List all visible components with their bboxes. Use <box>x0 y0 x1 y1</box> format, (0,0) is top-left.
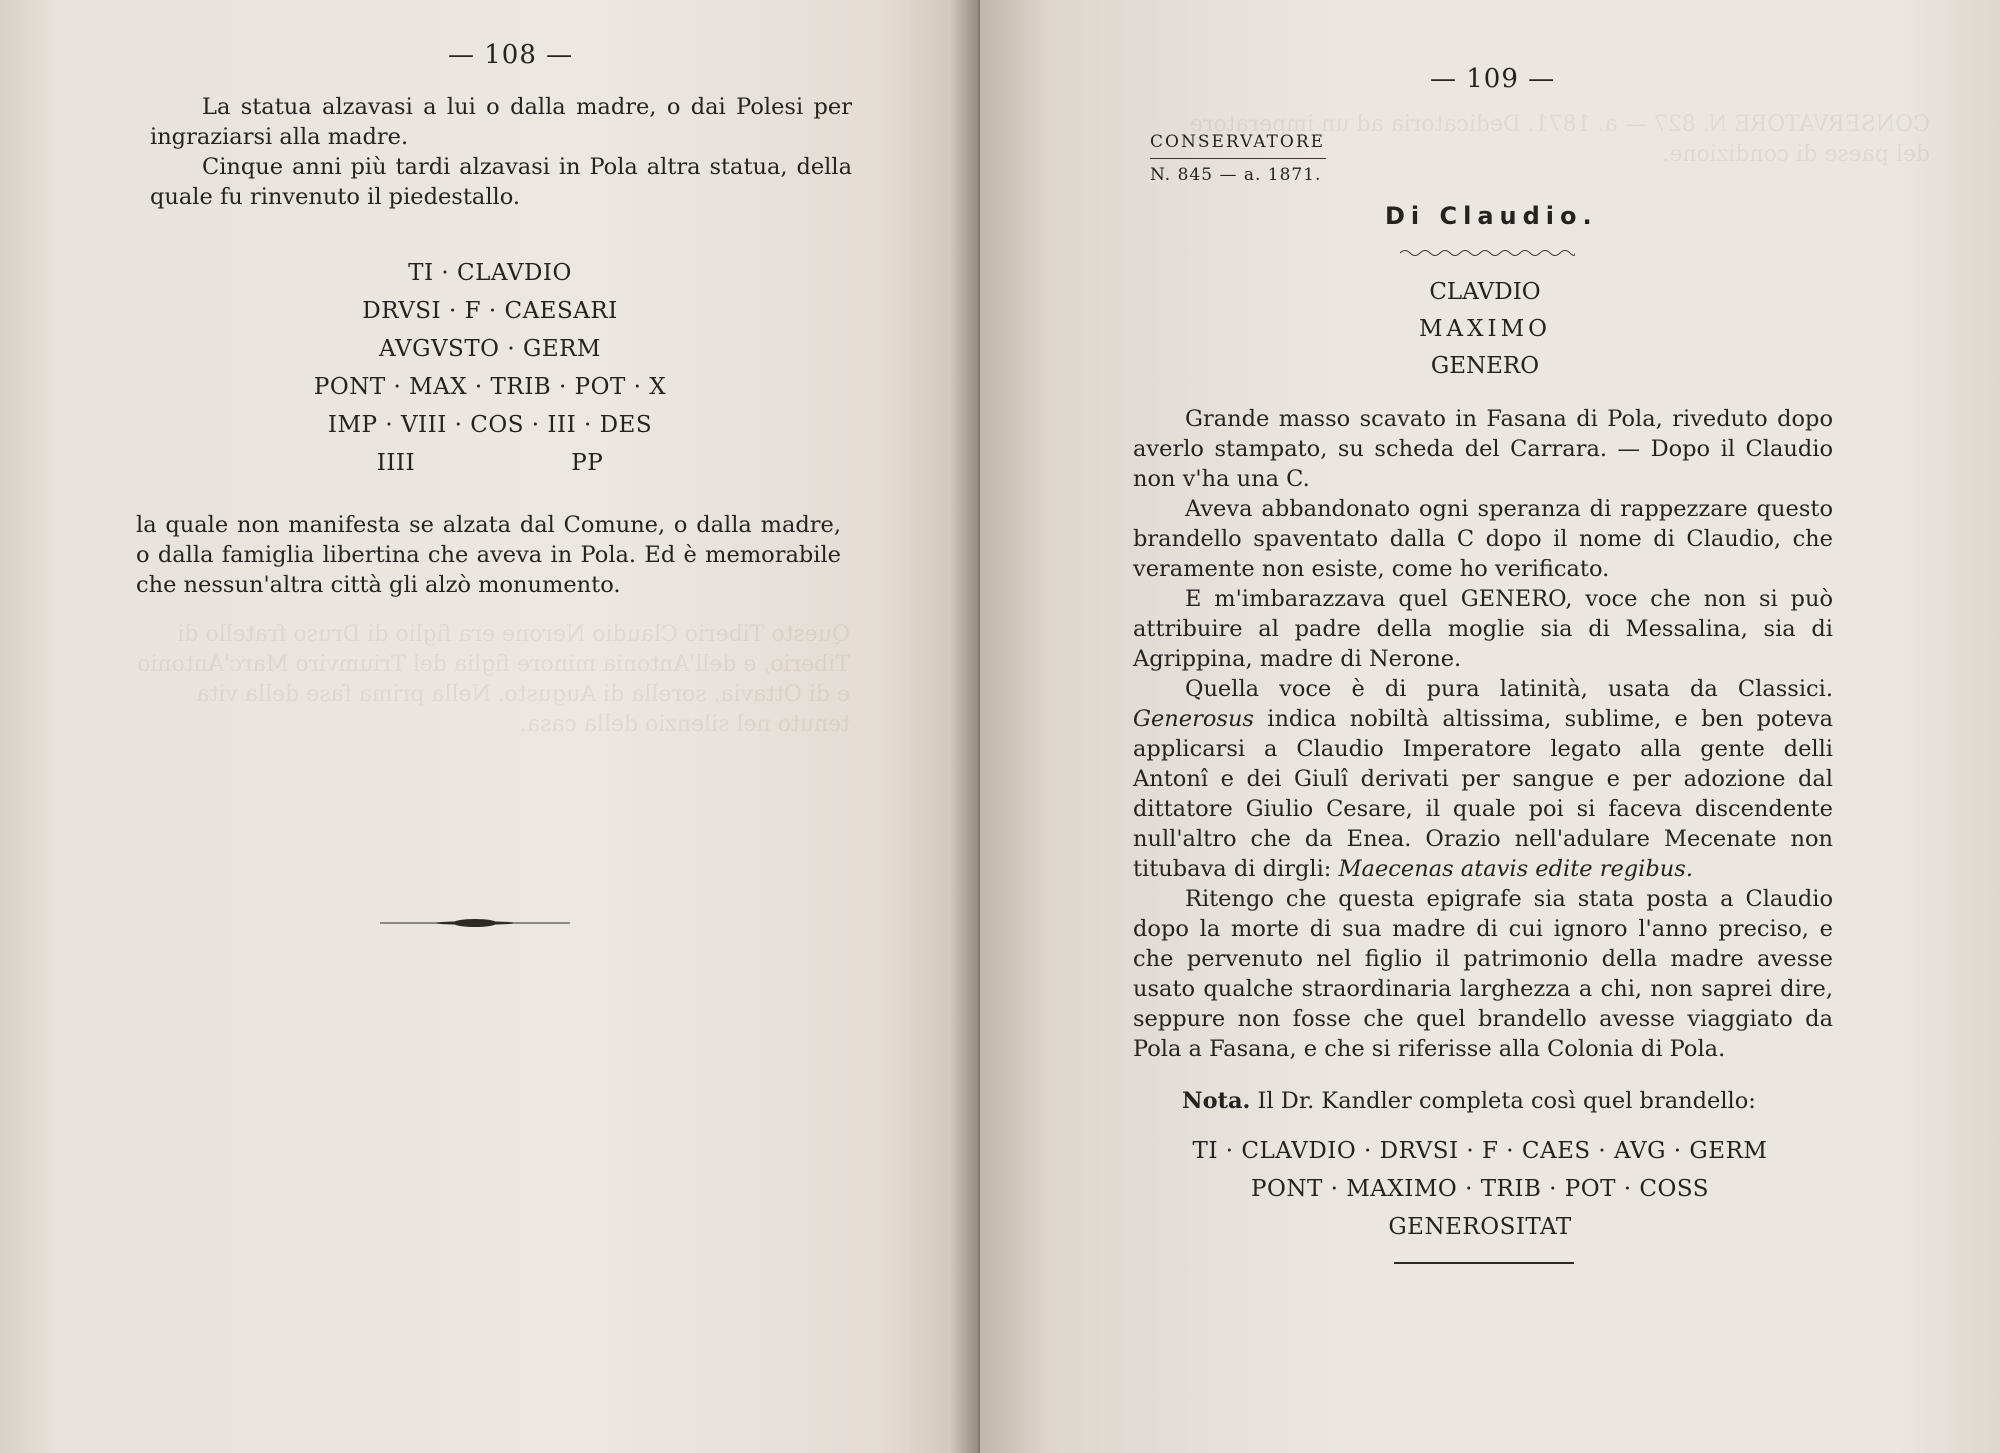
p4-text-1: Quella voce è di pura latinità, usata da Classici. <box>1185 676 1833 702</box>
intro-paragraph-1: La statua alzavasi a lui o dalla madre, o dai Polesi per ingraziarsi alla madre. <box>150 94 852 150</box>
p4-text-2: indica nobiltà altissima, sublime, e ben poteva applicarsi a Claudio Imperatore legato alla gente delli Antonî e dei Giulî derivati per sangue e per adozione dal dittatore Giulio Cesare, il quale poi si faceva discendente null'altro che da Enea. Orazio nell'adulare Mecenate non titubava di dirgli: <box>1133 706 1834 882</box>
epigraph-line: MAXIMO <box>1418 316 1552 342</box>
inscription-line: IMP · VIII · COS · III · DES <box>327 412 653 438</box>
kandler-line: TI · CLAVDIO · DRVSI · F · CAES · AVG · GERM <box>1192 1138 1768 1164</box>
kandler-line: GENEROSITAT <box>1388 1214 1572 1240</box>
inscription-line: TI · CLAVDIO <box>408 260 572 286</box>
piedestal-inscription <box>300 254 680 482</box>
paragraph-2: Aveva abbandonato ogni speranza di rappezzare questo brandello spaventato dalla C dopo il nome di Claudio, che veramente non esiste, come ho verificato. <box>1133 496 1833 582</box>
inscription-line: IIII PP <box>376 450 604 476</box>
epigraph-line: CLAVDIO <box>1429 279 1541 305</box>
source-name: CONSERVATORE <box>1150 132 1326 152</box>
nota <box>1182 1088 1756 1114</box>
left-intro <box>150 92 852 212</box>
paragraph-3: E m'imbarazzava quel GENERO, voce che non si può attribuire al padre della moglie sia di Messalina, sia di Agrippina, madre di Nerone. <box>1133 586 1833 672</box>
nota-text: Il Dr. Kandler completa così quel brandello: <box>1257 1088 1756 1114</box>
left-closing <box>136 510 841 600</box>
source-reference: N. 845 — a. 1871. <box>1150 165 1322 185</box>
p4-italic-quote: Maecenas atavis edite regibus. <box>1338 856 1693 882</box>
page-number-left: — 108 — <box>448 40 574 70</box>
closing-paragraph: la quale non manifesta se alzata dal Comune, o dalla madre, o dalla famiglia libertina che aveva in Pola. Ed è memorabile che nessun'altra città gli alzò monumento. <box>136 512 841 598</box>
paragraph-4 <box>1133 674 1833 884</box>
paragraph-5: Ritengo che questa epigrafe sia stata posta a Claudio dopo la morte di sua madre di cui ignoro l'anno preciso, e che pervenuto nel figlio il patrimonio della madre avesse usato qualche straordinaria larghezza a chi, non saprei dire, seppure non fosse che quel brandello avesse viaggiato da Pola a Fasana, e che si riferisse alla Colonia di Pola. <box>1133 886 1833 1062</box>
wavy-divider <box>1400 248 1575 258</box>
kandler-inscription <box>1130 1132 1830 1246</box>
right-body <box>1133 404 1833 1064</box>
bleed-through: CONSERVATORE N. 827 — a. 1871. Dedicatoria ad un imperatore del paese di condizione. <box>1189 112 1930 167</box>
end-rule <box>1394 1262 1574 1264</box>
page-number-right: — 109 — <box>1430 64 1556 94</box>
left-page <box>0 0 980 1453</box>
ornament-divider <box>380 915 570 929</box>
paragraph-1: Grande masso scavato in Fasana di Pola, riveduto dopo averlo stampato, su scheda del Carrara. — Dopo il Claudio non v'ha una C. <box>1133 406 1833 492</box>
inscription-line: AVGVSTO · GERM <box>379 336 601 362</box>
nota-label: Nota. <box>1182 1088 1251 1114</box>
inscription-line: PONT · MAX · TRIB · POT · X <box>313 374 667 400</box>
epigraph <box>1380 274 1590 385</box>
epigraph-line: GENERO <box>1430 353 1540 379</box>
kandler-line: PONT · MAXIMO · TRIB · POT · COSS <box>1251 1176 1709 1202</box>
section-title: Di Claudio. <box>1385 202 1598 230</box>
bleed-through: Questo Tiberio Claudio Nerone era figlio di Druso fratello di Tiberio, e dell'Antonia minore figlia del Triumviro Marc'Antonio e di Ottavia, sorella di Augusto. Nella prima fase della vita tenuto nel silenzio della casa. <box>137 622 850 737</box>
p4-italic-generosus: Generosus <box>1133 706 1254 732</box>
source-header <box>1150 126 1326 191</box>
inscription-line: DRVSI · F · CAESARI <box>362 298 618 324</box>
intro-paragraph-2: Cinque anni più tardi alzavasi in Pola altra statua, della quale fu rinvenuto il piedestallo. <box>150 154 852 210</box>
